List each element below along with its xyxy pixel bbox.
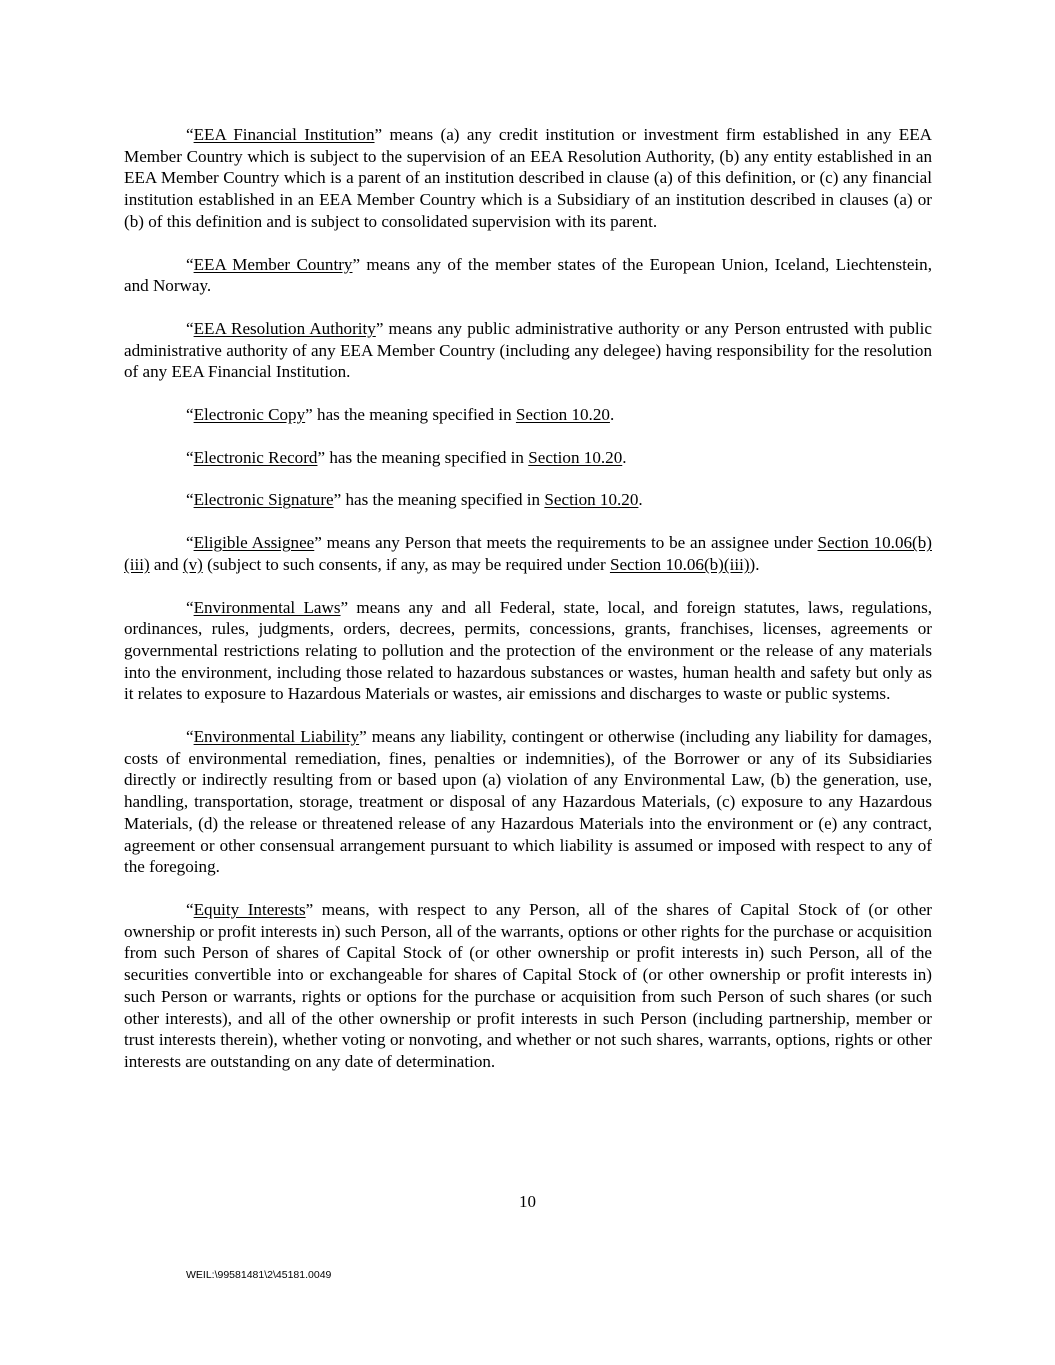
document-id: WEIL:\99581481\2\45181.0049 <box>186 1269 332 1281</box>
defined-term: Electronic Copy <box>193 405 306 425</box>
defined-term: Electronic Record <box>193 447 318 467</box>
defined-term: Environmental Laws <box>193 597 341 617</box>
definition-electronic-record: “Electronic Record” has the meaning specified in Section 10.20. <box>186 447 627 467</box>
defined-term: EEA Financial Institution <box>193 125 375 144</box>
definition-end: ). <box>749 554 760 574</box>
definition-end: . <box>622 447 627 467</box>
definition-environmental-laws: “Environmental Laws” means any and all Federal, state, local, and foreign statutes, laws, regulations, ordinances, rules, judgments, orders, decrees, permits, concessions, grants, franchises, licenses, agreements or governmental restrictions relating to pollution and the protection of the environment or the release of any materials into the environment, including those related to hazardous substances or wastes, human health and safety but only as it relates to exposure to Hazardous Materials or wastes, air emissions and discharges to waste or public systems. <box>124 597 933 704</box>
definition-eea-financial-institution: “EEA Financial Institution” means (a) any credit institution or investment firm established in any EEA Member Country which is subject to the supervision of an EEA Resolution Authority, (b) any entity established in an EEA Member Country which is a parent of an institution described in clause (a) of this definition, or (c) any financial institution established in an EEA Member Country which is a Subsidiary of an institution described in clauses (a) or (b) of this definition and is subject to consolidated supervision with its parent. <box>124 125 932 231</box>
page-number: 10 <box>519 1192 536 1211</box>
section-reference: Section 10.20 <box>515 405 610 425</box>
definition-end: . <box>638 490 643 510</box>
section-reference: Section 10.06(b)(iii) <box>124 533 932 574</box>
definition-electronic-copy: “Electronic Copy” has the meaning specified in Section 10.20. <box>186 405 615 425</box>
defined-term: Electronic Signature <box>193 490 334 510</box>
definition-text: ” has the meaning specified in <box>305 405 516 425</box>
definition-text-middle: (subject to such consents, if any, as may be required under <box>202 554 610 574</box>
defined-term: Equity Interests <box>193 899 306 919</box>
definition-text: ” has the meaning specified in <box>333 490 545 510</box>
definition-text: ” means any and all Federal, state, local, and foreign statutes, laws, regulations, ordinances, rules, judgments, orders, decrees, permits, concessions, grants, franchises, licenses, agreements or governmental restrictions relating to pollution and the protection of the environment or the release of any materials into the environment, including those related to hazardous substances or wastes, human health and safety but only as it relates to exposure to Hazardous Materials or wastes, air emissions and discharges to waste or public systems. <box>124 597 933 704</box>
definition-eea-resolution-authority: “EEA Resolution Authority” means any public administrative authority or any Person entrusted with public administrative authority of any EEA Member Country (including any delegee) having responsibility for the resolution of any EEA Financial Institution. <box>124 318 932 382</box>
section-reference: Section 10.06(b)(iii) <box>609 554 750 574</box>
defined-term: EEA Resolution Authority <box>193 318 376 338</box>
definition-eligible-assignee: “Eligible Assignee” means any Person that meets the requirements to be an assignee under Section 10.06(b)(iii) and (v) (subject to such consents, if any, as may be required under Section 10.06(b)(iii)). <box>124 533 932 574</box>
definition-text: ” means any liability, contingent or otherwise (including any liability for damages, costs of environmental remediation, fines, penalties or indemnities), of the Borrower or any of its Subsidiaries directly or indirectly resulting from or based upon (a) violation of any Environmental Law, (b) the generation, use, handling, transportation, storage, treatment or disposal of any Hazardous Materials, (c) exposure to any Hazardous Materials, (d) the release or threatened release of any Hazardous Materials into the environment or (e) any contract, agreement or other consensual arrangement pursuant to which liability is assumed or imposed with respect to any of the foregoing. <box>124 727 932 877</box>
defined-term: Eligible Assignee <box>193 533 315 553</box>
definition-text: ” means any Person that meets the requirements to be an assignee under <box>314 533 818 553</box>
defined-term: Environmental Liability <box>193 727 360 747</box>
definition-electronic-signature: “Electronic Signature” has the meaning specified in Section 10.20. <box>186 490 643 510</box>
definition-eea-member-country: “EEA Member Country” means any of the member states of the European Union, Iceland, Liechtenstein, and Norway. <box>124 254 932 296</box>
definition-text: ” means any of the member states of the European Union, Iceland, Liechtenstein, and Norway. <box>124 254 932 296</box>
definition-end: . <box>609 405 615 425</box>
definition-text: ” means any public administrative authority or any Person entrusted with public administrative authority of any EEA Member Country (including any delegee) having responsibility for the resolution of any EEA Financial Institution. <box>124 318 932 382</box>
section-reference: Section 10.20 <box>544 490 639 510</box>
definition-equity-interests: “Equity Interests” means, with respect to any Person, all of the shares of Capital Stock of (or other ownership or profit interests in) such Person, all of the warrants, options or other rights for the purchase or acquisition from such Person of shares of Capital Stock of (or other ownership or profit interests in) such Person, all of the securities convertible into or exchangeable for shares of Capital Stock of (or other ownership or profit interests in) such Person or warrants, rights or options for the purchase or acquisition from such Person of such shares (or such other interests), and all of the other ownership or profit interests in such Person (including partnership, member or trust interests therein), whether voting or nonvoting, and whether or not such shares, warrants, options, rights or other interests are outstanding on any date of determination. <box>124 899 933 1071</box>
definition-connector: and <box>149 554 183 574</box>
definition-text: ” means (a) any credit institution or investment firm established in any EEA Member Country which is subject to the supervision of an EEA Resolution Authority, (b) any entity established in an EEA Member Country which is a parent of an institution described in clause (a) of this definition, or (c) any financial institution established in an EEA Member Country which is a Subsidiary of an institution described in clauses (a) or (b) of this definition and is subject to consolidated supervision with its parent. <box>124 125 932 231</box>
definition-environmental-liability: “Environmental Liability” means any liability, contingent or otherwise (including any liability for damages, costs of environmental remediation, fines, penalties or indemnities), of the Borrower or any of its Subsidiaries directly or indirectly resulting from or based upon (a) violation of any Environmental Law, (b) the generation, use, handling, transportation, storage, treatment or disposal of any Hazardous Materials, (c) exposure to any Hazardous Materials, (d) the release or threatened release of any Hazardous Materials into the environment or (e) any contract, agreement or other consensual arrangement pursuant to which liability is assumed or imposed with respect to any of the foregoing. <box>124 727 932 877</box>
section-reference: Section 10.20 <box>528 447 623 467</box>
defined-term: EEA Member Country <box>193 254 353 274</box>
definition-text: ” has the meaning specified in <box>317 447 529 467</box>
definition-text: ” means, with respect to any Person, all of the shares of Capital Stock of (or other ownership or profit interests in) such Person, all of the warrants, options or other rights for the purchase or acquisition from such Person of shares of Capital Stock of (or other ownership or profit interests in) such Person, all of the securities convertible into or exchangeable for shares of Capital Stock of (or other ownership or profit interests in) such Person or warrants, rights or options for the purchase or acquisition from such Person of such shares (or such other interests), and all of the other ownership or profit interests in such Person (including partnership, member or trust interests therein), whether voting or nonvoting, and whether or not such shares, warrants, options, rights or other interests are outstanding on any date of determination. <box>124 899 933 1071</box>
section-reference: (v) <box>182 554 203 574</box>
definitions-section <box>124 124 932 1073</box>
